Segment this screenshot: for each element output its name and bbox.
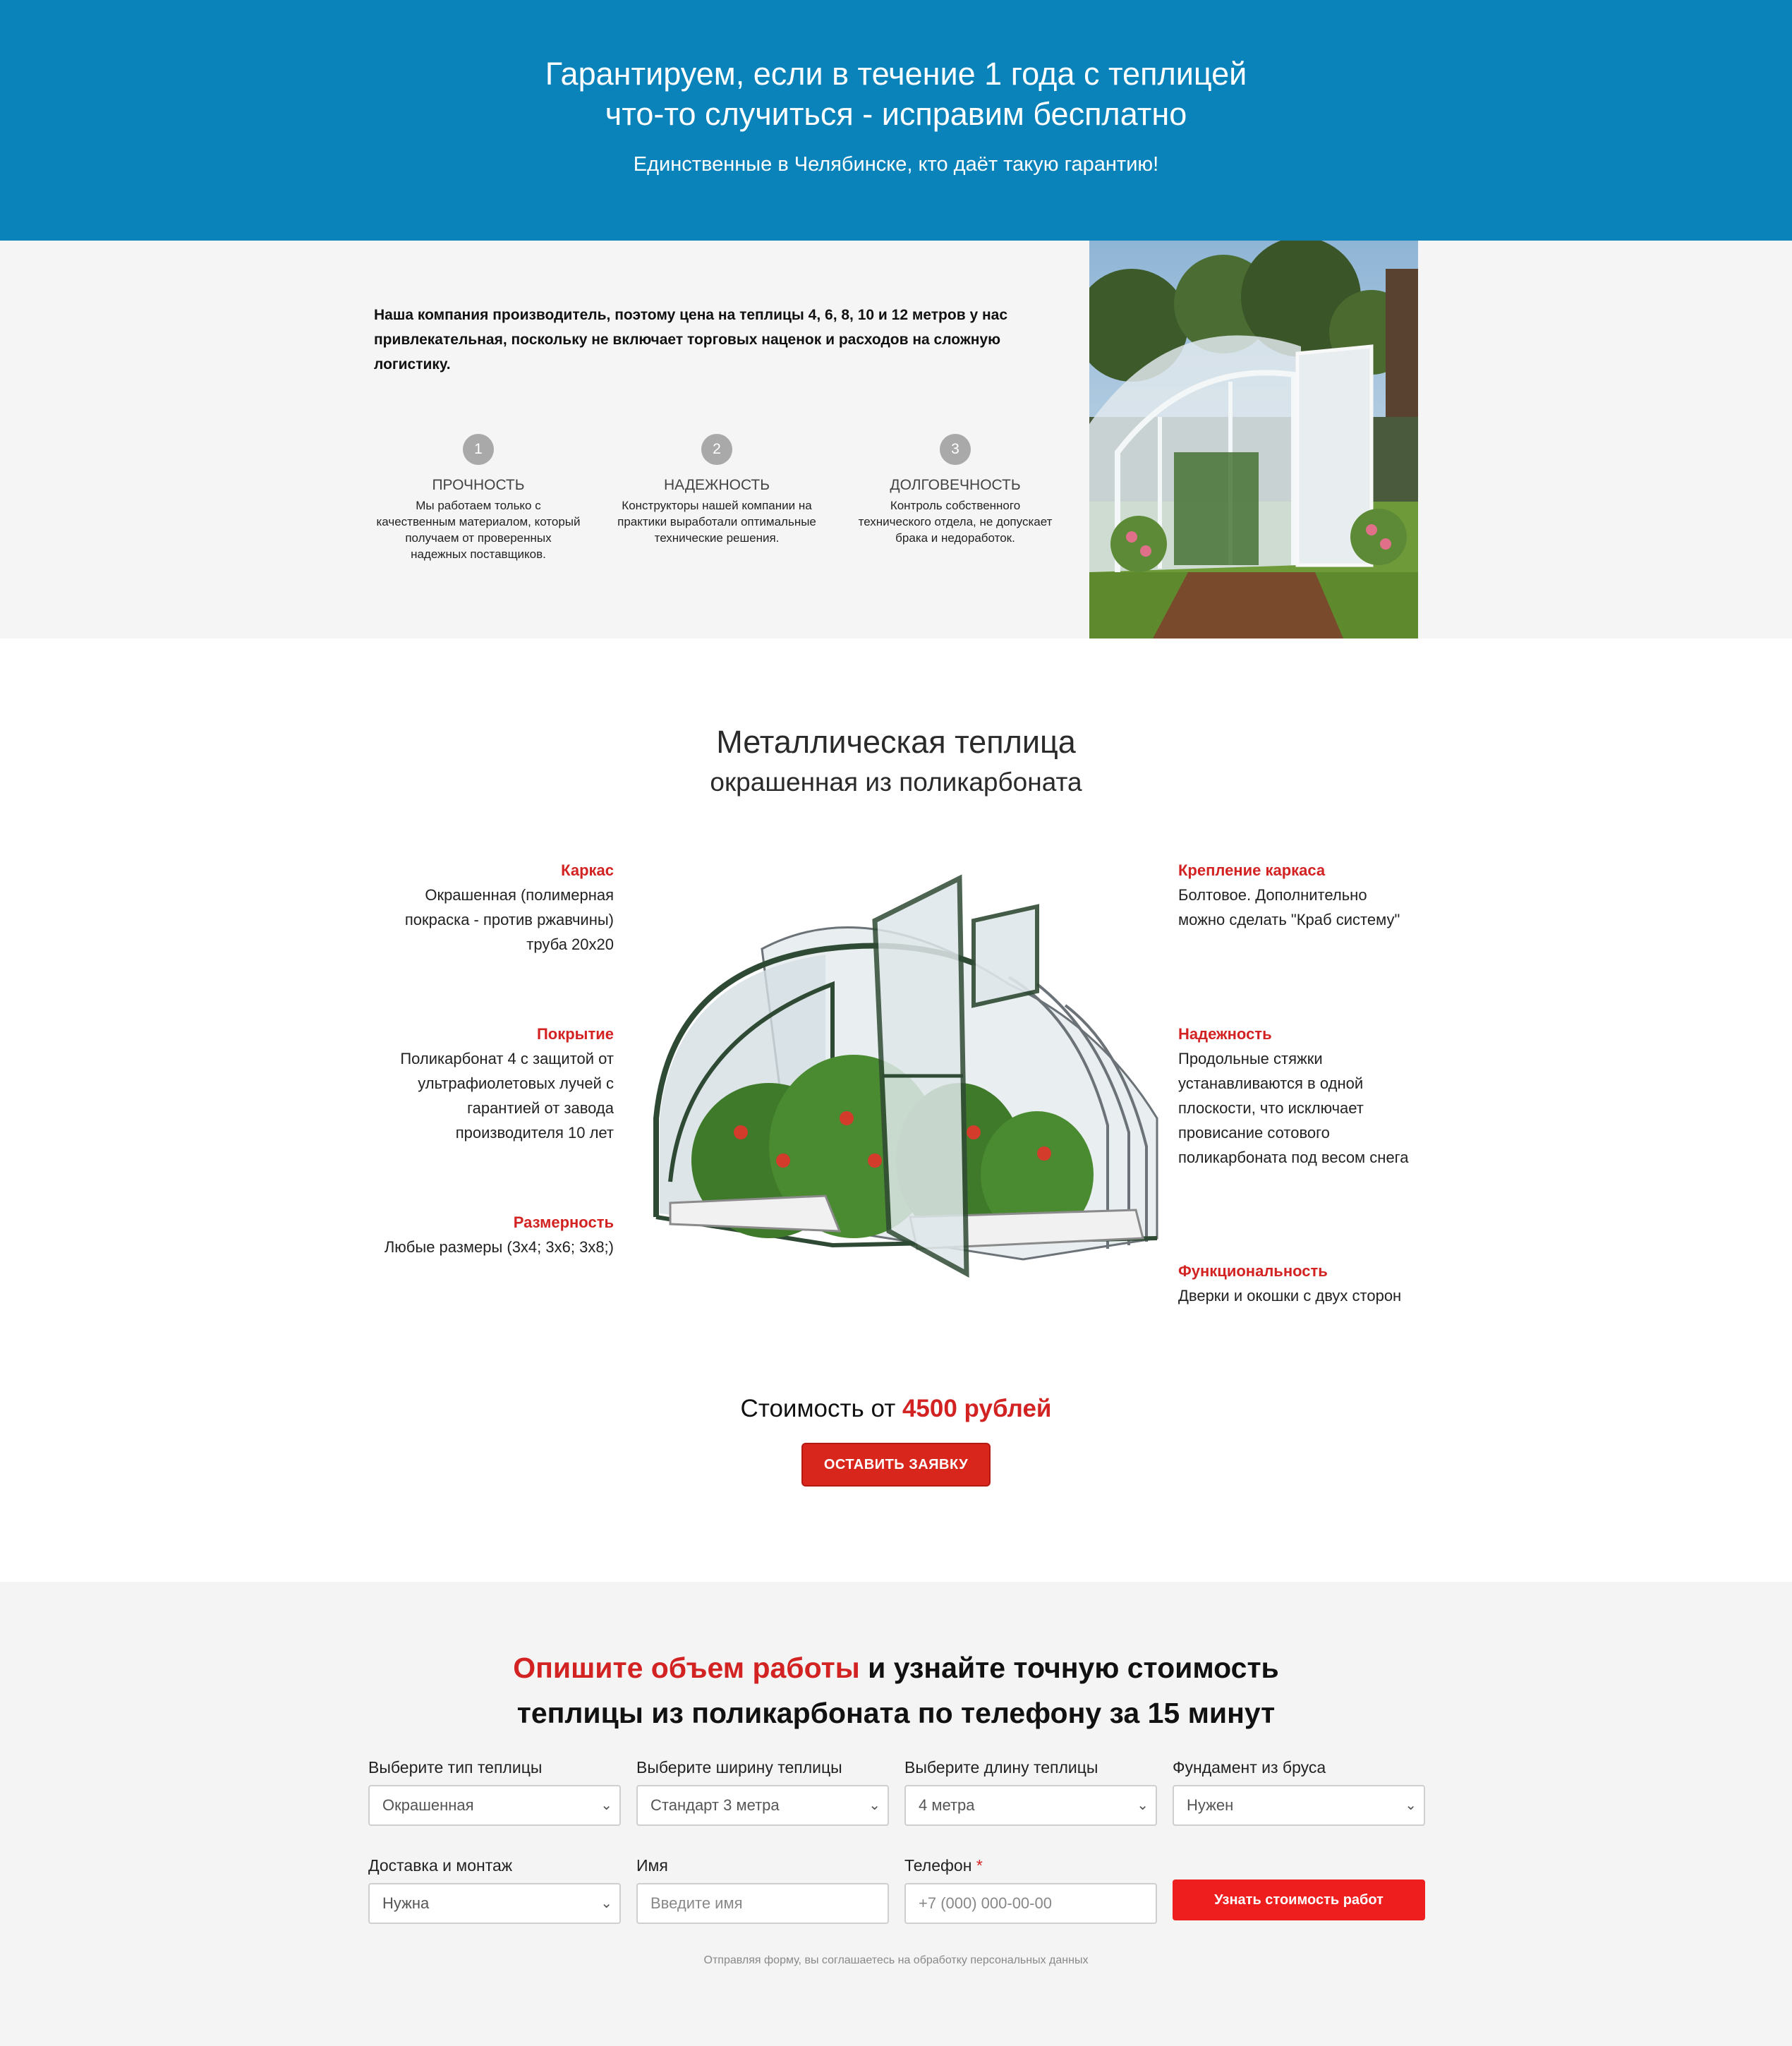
spec-text: Продольные стяжки устанавливаются в одной плоскости, что исключает провисание сотового поликарбоната под весом снега [1178,1050,1409,1166]
greenhouse-type-select[interactable] [368,1785,621,1826]
field-phone [904,1855,1157,1924]
form-title-line1 [0,1645,1792,1690]
feature-text: Мы работаем только с качественным материалом, который получаем от проверенных надежных поставщиков. [376,499,581,561]
form-title [0,1645,1792,1736]
chevron-down-icon: ⌄ [600,1896,612,1911]
product-title: Металлическая теплица [716,724,1076,760]
spec-title: Покрытие [536,1025,614,1043]
estimate-form-section [0,1582,1792,2046]
field-label: Доставка и монтаж [368,1856,513,1875]
phone-input[interactable] [904,1883,1157,1924]
field-label: Имя [636,1856,668,1875]
name-input[interactable] [636,1883,889,1924]
field-label [904,1855,1157,1876]
greenhouse-width-select[interactable] [636,1785,889,1826]
spec-coating [381,1022,614,1145]
spec-reliability [1178,1022,1411,1170]
product-subtitle: окрашенная из поликарбоната [710,768,1082,797]
spec-title: Крепление каркаса [1178,861,1326,879]
spec-text: Дверки и окошки с двух сторон [1178,1287,1402,1305]
spec-title: Каркас [561,861,614,879]
feature-title: ПРОЧНОСТЬ [432,477,525,493]
leave-request-button[interactable]: ОСТАВИТЬ ЗАЯВКУ [801,1443,991,1487]
get-price-button[interactable]: Узнать стоимость работ [1173,1879,1425,1920]
select-value: Нужна [382,1894,430,1912]
field-greenhouse-width [636,1757,889,1826]
spec-functionality [1178,1259,1411,1308]
price-value: 4500 рублей [902,1395,1052,1422]
foundation-select[interactable] [1173,1785,1425,1826]
select-value: Стандарт 3 метра [650,1796,780,1814]
privacy-disclaimer: Отправляя форму, вы соглашаетесь на обработку персональных данных [703,1954,1089,1966]
select-value: 4 метра [919,1796,975,1814]
greenhouse-length-select[interactable] [904,1785,1157,1826]
hero-subtitle: Единственные в Челябинске, кто даёт такую гарантию! [633,153,1159,176]
field-label: Выберите ширину теплицы [636,1758,842,1776]
spec-title: Функциональность [1178,1262,1328,1280]
field-label: Выберите длину теплицы [904,1758,1098,1776]
spec-text: Любые размеры (3х4; 3х6; 3х8;) [384,1238,614,1256]
feature-durability [853,434,1058,546]
feature-title: ДОЛГОВЕЧНОСТЬ [890,477,1021,493]
chevron-down-icon: ⌄ [1405,1798,1417,1813]
feature-text: Контроль собственного технического отдела, не допускает брака и недоработок. [858,499,1053,545]
input-placeholder: Введите имя [650,1894,743,1912]
spec-dimensions [381,1210,614,1259]
chevron-down-icon: ⌄ [600,1798,612,1813]
greenhouse-product-image [642,864,1164,1281]
field-greenhouse-type [368,1757,621,1826]
price-line [0,1393,1792,1424]
field-foundation [1173,1757,1425,1826]
field-delivery [368,1855,621,1924]
hero-title-line1: Гарантируем, если в течение 1 года с теплицей [545,56,1247,92]
input-placeholder: +7 (000) 000-00-00 [919,1894,1052,1912]
spec-text: Окрашенная (полимерная покраска - против ржавчины) труба 20х20 [404,886,614,953]
hero-title-line2: что-то случиться - исправим бесплатно [605,96,1187,132]
feature-title: НАДЕЖНОСТЬ [663,477,770,493]
spec-frame-mounting [1178,858,1411,932]
field-name [636,1855,889,1924]
price-prefix: Стоимость от [740,1395,896,1422]
spec-title: Размерность [513,1213,614,1231]
delivery-select[interactable] [368,1883,621,1924]
spec-frame [381,858,614,957]
spec-title: Надежность [1178,1025,1272,1043]
spec-text: Поликарбонат 4 с защитой от ультрафиолетовых лучей с гарантией от завода производителя 10 лет [400,1050,614,1142]
form-title-line2: теплицы из поликарбоната по телефону за 15 минут [516,1697,1276,1729]
form-title-accent: Опишите объем работы [513,1652,860,1684]
greenhouse-photo-illustration [1089,241,1418,638]
select-value: Нужен [1187,1796,1234,1814]
chevron-down-icon: ⌄ [1137,1798,1149,1813]
greenhouse-product-illustration [642,864,1164,1281]
feature-number-badge: 1 [463,434,494,465]
feature-number-badge: 2 [701,434,732,465]
feature-number-badge: 3 [940,434,971,465]
about-intro-text: Наша компания производитель, поэтому цена на теплицы 4, 6, 8, 10 и 12 метров у нас привлекательная, поскольку не включает торговых наценок и расходов на сложную логистику. [374,307,1008,373]
about-section [0,241,1792,638]
spec-text: Болтовое. Дополнительно можно сделать "Краб систему" [1178,886,1400,928]
feature-strength [376,434,581,562]
form-title-rest: и узнайте точную стоимость [859,1652,1279,1684]
field-label: Фундамент из бруса [1173,1758,1326,1776]
greenhouse-photo [1089,241,1418,638]
select-value: Окрашенная [382,1796,474,1814]
hero-title [0,54,1792,134]
required-mark: * [976,1856,983,1875]
field-greenhouse-length [904,1757,1157,1826]
phone-label-text: Телефон [904,1856,972,1875]
hero-banner [0,0,1792,241]
field-label: Выберите тип теплицы [368,1758,543,1776]
feature-reliability [615,434,819,546]
feature-text: Конструкторы нашей компании на практики выработали оптимальные технические решения. [617,499,816,545]
chevron-down-icon: ⌄ [868,1798,880,1813]
